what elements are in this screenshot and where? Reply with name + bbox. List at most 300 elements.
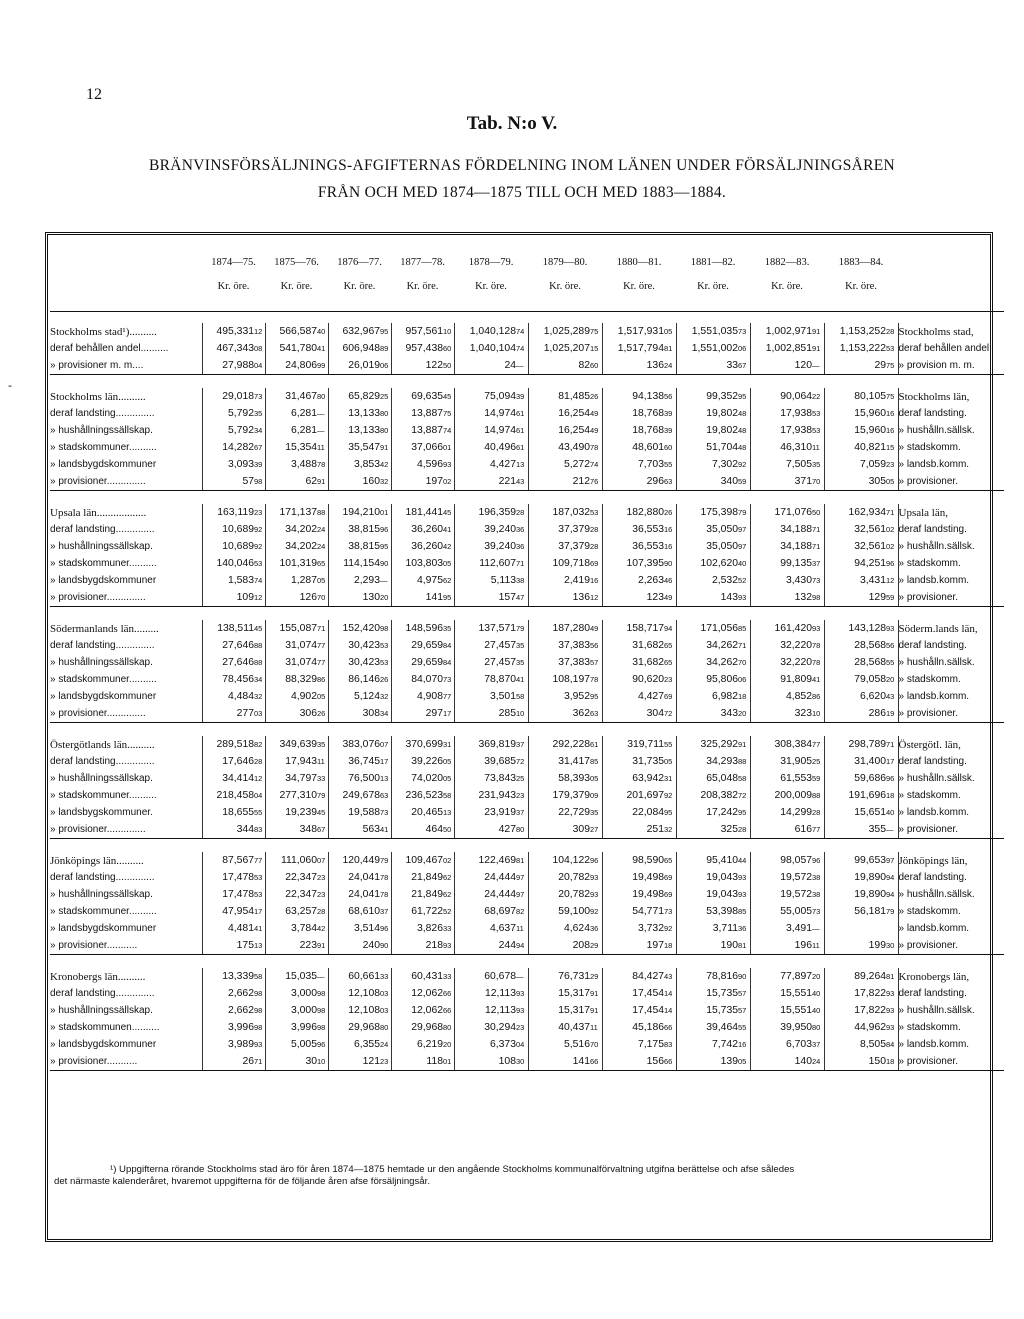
ore-cell: 18 [886, 1053, 898, 1071]
kronor-cell: 34,414 [202, 770, 254, 787]
kronor-cell: 7,175 [602, 1036, 664, 1053]
ore-cell: 49 [590, 624, 599, 633]
kronor-cell: 17,478 [202, 886, 254, 903]
ore-cell: 71 [516, 559, 525, 568]
ore-cell: 61 [516, 443, 525, 452]
ore-cell: 23 [317, 873, 326, 882]
ore-cell: 18 [664, 937, 676, 955]
kronor-cell: 179,379 [528, 787, 590, 804]
kronor-cell: 152,420 [328, 620, 380, 637]
kronor-cell: 28,568 [824, 654, 886, 671]
ore-cell: 41 [317, 344, 326, 353]
ore-cell: 95 [443, 589, 454, 607]
row-label-right: deraf landsting. [898, 637, 1004, 654]
kronor-cell: 15,317 [528, 985, 590, 1002]
ore-cell: 20 [443, 1040, 452, 1049]
ore-cell: 32 [254, 692, 263, 701]
kronor-cell: 19,572 [750, 869, 812, 886]
kronor-cell: 28,568 [824, 637, 886, 654]
ore-cell: 93 [590, 890, 599, 899]
kronor-cell: 140 [750, 1053, 812, 1071]
ore-cell: 83 [254, 821, 265, 839]
kronor-cell: 65,048 [676, 770, 738, 787]
ore-cell: 31 [664, 774, 673, 783]
row-label: » stadskommuner.......... [50, 442, 157, 453]
kronor-cell: 22,347 [265, 886, 317, 903]
kronor-cell: 3,996 [202, 1019, 254, 1036]
table-row [50, 340, 1004, 357]
kronor-cell: 19,498 [602, 886, 664, 903]
kronor-cell: 31,467 [265, 388, 317, 405]
table-row [50, 852, 1004, 869]
ore-cell: 38 [516, 576, 525, 585]
ore-cell: 69 [664, 873, 673, 882]
table-row [50, 937, 1004, 955]
row-label-right: deraf behållen andel. [898, 340, 1004, 357]
kronor-cell: 143 [676, 589, 738, 607]
kronor-cell: 6,703 [750, 1036, 812, 1053]
ore-cell: 43 [886, 692, 895, 701]
kronor-cell: 34,202 [265, 538, 317, 555]
ore-cell: 33 [443, 924, 452, 933]
ore-cell: 57 [738, 1006, 747, 1015]
ore-cell: 62 [443, 576, 452, 585]
table-row [50, 753, 1004, 770]
table-row [50, 1036, 1004, 1053]
ore-cell: 98 [317, 1006, 326, 1015]
margin-mark: - [8, 378, 12, 392]
row-label: Kronobergs län.......... [50, 970, 146, 983]
kronor-cell: 616 [750, 821, 812, 839]
ore-cell: 10 [317, 1053, 328, 1071]
kronor-cell: 150 [824, 1053, 886, 1071]
unit-header-row [50, 281, 1004, 309]
kronor-cell: 4,902 [265, 688, 317, 705]
kronor-cell: 34,188 [750, 538, 812, 555]
row-label-right: deraf landsting. [898, 753, 1004, 770]
kronor-cell: 162,934 [824, 504, 886, 521]
ore-cell: 96 [380, 525, 389, 534]
kronor-cell: 187,280 [528, 620, 590, 637]
table-row [50, 555, 1004, 572]
kronor-cell: 107,395 [602, 555, 664, 572]
kronor-cell: 19,588 [328, 804, 380, 821]
ore-cell: 94 [516, 937, 528, 955]
ore-cell: 39 [664, 426, 673, 435]
ore-cell: 13 [516, 460, 525, 469]
ore-cell: 66 [664, 1023, 673, 1032]
kronor-cell: 60,431 [391, 968, 443, 985]
kronor-cell: 2,293 [328, 572, 380, 589]
row-label: Stockholms stad¹).......... [50, 325, 157, 338]
ore-cell: 16 [664, 525, 673, 534]
ore-cell: 29 [590, 972, 599, 981]
ore-cell: 59 [886, 589, 898, 607]
ore-cell: 92 [254, 542, 263, 551]
kronor-cell: 15,317 [528, 1002, 590, 1019]
row-label-right: deraf landsting. [898, 405, 1004, 422]
ore-cell: 40 [812, 1006, 821, 1015]
kronor-cell: 427 [454, 821, 516, 839]
kronor-cell: 340 [676, 473, 738, 491]
ore-cell: 62 [443, 873, 452, 882]
ore-cell: 91 [317, 473, 328, 491]
ore-cell: 59 [812, 774, 821, 783]
kronor-cell: 5,516 [528, 1036, 590, 1053]
ore-cell: 58 [443, 791, 452, 800]
kronor-cell: 208,382 [676, 787, 738, 804]
ore-cell: 95 [380, 327, 389, 336]
row-label-right: » hushålln.sällsk. [898, 1002, 1004, 1019]
ore-cell: 79 [886, 907, 895, 916]
ore-cell: 23 [380, 1053, 391, 1071]
ore-cell: 74 [516, 344, 525, 353]
ore-cell: 63 [664, 473, 676, 491]
kronor-cell: 309 [528, 821, 590, 839]
kronor-cell: 89,264 [824, 968, 886, 985]
ore-cell: 82 [516, 907, 525, 916]
kronor-cell: 121 [328, 1053, 380, 1071]
ore-cell: 58 [254, 972, 263, 981]
kronor-cell: 6,620 [824, 688, 886, 705]
ore-cell: 95 [738, 392, 747, 401]
kronor-cell: 957,438 [391, 340, 443, 357]
ore-cell: 73 [380, 808, 389, 817]
row-label: » hushållningssällskap. [50, 1005, 153, 1016]
kronor-cell: 464 [391, 821, 443, 839]
kronor-cell: 32,220 [750, 637, 812, 654]
row-label-right: » provision m. m. [898, 357, 1004, 375]
kronor-cell: 1,002,971 [750, 323, 812, 340]
kronor-cell: 37,379 [528, 538, 590, 555]
year-header: 1877—78. [400, 256, 445, 268]
kronor-cell: 90,064 [750, 388, 812, 405]
ore-cell: 50 [812, 508, 821, 517]
ore-cell: 40 [738, 559, 747, 568]
ore-cell: 98 [254, 473, 265, 491]
ore-cell: 01 [443, 443, 452, 452]
ore-cell: — [886, 821, 898, 839]
row-label-right: Östergötl. län, [898, 736, 1004, 753]
row-label-right: » provisioner. [898, 473, 1004, 491]
ore-cell: 61 [516, 409, 525, 418]
ore-cell: 57 [590, 658, 599, 667]
kronor-cell: 15,651 [824, 804, 886, 821]
ore-cell: 93 [886, 1023, 895, 1032]
kronor-cell: 196 [750, 937, 812, 955]
kronor-cell: 1,517,794 [602, 340, 664, 357]
kronor-cell: 88,329 [265, 671, 317, 688]
ore-cell: 77 [317, 641, 326, 650]
kronor-cell: 98,057 [750, 852, 812, 869]
ore-cell: 45 [443, 508, 452, 517]
ore-cell: 33 [443, 972, 452, 981]
kronor-cell: 29,659 [391, 637, 443, 654]
ore-cell: 91 [590, 989, 599, 998]
kronor-cell: 1,287 [265, 572, 317, 589]
ore-cell: — [380, 576, 388, 585]
table-row [50, 654, 1004, 671]
kronor-cell: 6,355 [328, 1036, 380, 1053]
kronor-cell: 370,699 [391, 736, 443, 753]
table-row [50, 804, 1004, 821]
kronor-cell: 12,062 [391, 985, 443, 1002]
ore-cell: 93 [886, 1006, 895, 1015]
kronor-cell: 236,523 [391, 787, 443, 804]
kronor-cell: 5,792 [202, 405, 254, 422]
ore-cell: 88 [254, 658, 263, 667]
kronor-cell: 120 [750, 357, 812, 375]
ore-cell: 01 [443, 1053, 454, 1071]
table-row [50, 405, 1004, 422]
kronor-cell: 13,133 [328, 422, 380, 439]
ore-cell: 74 [254, 576, 263, 585]
kronor-cell: 1,153,252 [824, 323, 886, 340]
ore-cell: 75 [886, 357, 898, 375]
kronor-cell: 1,583 [202, 572, 254, 589]
ore-cell: 92 [664, 924, 673, 933]
kronor-cell: 190 [676, 937, 738, 955]
ore-cell: 05 [738, 1053, 750, 1071]
ore-cell: 98 [254, 1006, 263, 1015]
kronor-cell: 3,430 [750, 572, 812, 589]
kronor-cell: 355 [824, 821, 886, 839]
ore-cell: 23 [516, 791, 525, 800]
kronor-cell: 98,590 [602, 852, 664, 869]
kronor-cell: 344 [202, 821, 254, 839]
year-header: 1878—79. [468, 256, 514, 268]
ore-cell: 71 [886, 740, 895, 749]
ore-cell: 88 [254, 641, 263, 650]
kronor-cell: 40,496 [454, 439, 516, 456]
kronor-cell: 58,393 [528, 770, 590, 787]
ore-cell: 93 [738, 890, 747, 899]
kronor-cell: 19,802 [676, 422, 738, 439]
kronor-cell: 99,135 [750, 555, 812, 572]
kronor-cell: 15,551 [750, 1002, 812, 1019]
ore-cell: 24 [317, 525, 326, 534]
kronor-cell: 632,967 [328, 323, 380, 340]
ore-cell: 73 [812, 907, 821, 916]
kronor-cell [824, 920, 886, 937]
row-label: deraf landsting.............. [50, 756, 155, 767]
kronor-cell: 495,331 [202, 323, 254, 340]
kronor-cell: 108 [454, 1053, 516, 1071]
kronor-cell: 3,491 [750, 920, 812, 937]
kronor-cell: 112,607 [454, 555, 516, 572]
kronor-cell: 541,780 [265, 340, 317, 357]
ore-cell: 48 [738, 409, 747, 418]
row-label: » provisioner........... [50, 937, 202, 955]
kronor-cell: 6,373 [454, 1036, 516, 1053]
kronor-cell: 78,456 [202, 671, 254, 688]
row-label-right: » provisioner. [898, 1053, 1004, 1071]
table-row [50, 688, 1004, 705]
kronor-cell: 24,444 [454, 869, 516, 886]
ore-cell: 65 [664, 658, 673, 667]
kronor-cell: 36,260 [391, 521, 443, 538]
row-label: » hushållningssällskap. [50, 425, 153, 436]
kronor-cell: 35,050 [676, 538, 738, 555]
footnote-line: ¹) Uppgifterna rörande Stockholms stad äro för åren 1874—1875 hemtade ur den angående Stockholms kommunalförvaltning utgifna berättelse och afse således [110, 1164, 795, 1175]
kronor-cell: 84,070 [391, 671, 443, 688]
table-row [50, 323, 1004, 340]
kronor-cell: 17,938 [750, 422, 812, 439]
ore-cell: — [812, 357, 824, 375]
kronor-cell: 197 [602, 937, 664, 955]
ore-cell: 37 [812, 559, 821, 568]
ore-cell: 06 [738, 675, 747, 684]
row-label-right: » provisioner. [898, 705, 1004, 723]
kronor-cell: 132 [750, 589, 812, 607]
kronor-cell: 1,040,104 [454, 340, 516, 357]
kronor-cell: 298,789 [824, 736, 886, 753]
kronor-cell: 2,532 [676, 572, 738, 589]
row-label-right: » stadskomm. [898, 903, 1004, 920]
kronor-cell: 3,853 [328, 456, 380, 473]
ore-cell: 23 [886, 460, 895, 469]
table-row [50, 886, 1004, 903]
ore-cell: 35 [317, 740, 326, 749]
ore-cell: 70 [590, 1040, 599, 1049]
ore-cell: 13 [443, 808, 452, 817]
kronor-cell: 37,379 [528, 521, 590, 538]
kronor-cell: 17,242 [676, 804, 738, 821]
ore-cell: 67 [738, 357, 750, 375]
kronor-cell: 3,501 [454, 688, 516, 705]
ore-cell: 88 [317, 508, 326, 517]
ore-cell: 85 [738, 907, 747, 916]
ore-cell: 35 [516, 658, 525, 667]
kronor-cell: 75,094 [454, 388, 516, 405]
ore-cell: 03 [254, 705, 265, 723]
kronor-cell: 22,347 [265, 869, 317, 886]
kronor-cell: 163,119 [202, 504, 254, 521]
kronor-cell: 69,635 [391, 388, 443, 405]
ore-cell: 98 [317, 1023, 326, 1032]
ore-cell: 72 [664, 705, 676, 723]
ore-cell: 53 [812, 409, 821, 418]
kronor-cell: 18,655 [202, 804, 254, 821]
kronor-cell: 79,058 [824, 671, 886, 688]
ore-cell: 26 [664, 508, 673, 517]
table-row [50, 637, 1004, 654]
kronor-cell: 61,722 [391, 903, 443, 920]
kronor-cell: 1,153,222 [824, 340, 886, 357]
row-label: » provisioner.............. [50, 705, 202, 723]
kronor-cell: 15,735 [676, 985, 738, 1002]
ore-cell: 83 [664, 1040, 673, 1049]
kronor-cell: 21,849 [391, 886, 443, 903]
ore-cell: 35 [443, 624, 452, 633]
kronor-cell: 31,905 [750, 753, 812, 770]
row-label: deraf landsting.............. [50, 872, 155, 883]
table-row [50, 439, 1004, 456]
kronor-cell: 23,919 [454, 804, 516, 821]
kronor-cell: 30,423 [328, 654, 380, 671]
kronor-cell: 73,843 [454, 770, 516, 787]
ore-cell: 72 [738, 791, 747, 800]
kronor-cell: 5,124 [328, 688, 380, 705]
ore-cell: 24 [380, 1040, 389, 1049]
kronor-cell: 63,257 [265, 903, 317, 920]
ore-cell: 18 [738, 692, 747, 701]
year-header: 1882—83. [764, 256, 810, 268]
kronor-cell: 308 [328, 705, 380, 723]
row-label: » landsbygdskommuner [50, 923, 157, 934]
row-label-right: » stadskomm. [898, 671, 1004, 688]
ore-cell: 05 [443, 774, 452, 783]
table-row [50, 538, 1004, 555]
ore-cell: 18 [886, 791, 895, 800]
ore-cell: 53 [812, 426, 821, 435]
kronor-cell: 109,718 [528, 555, 590, 572]
kronor-cell: 36,553 [602, 538, 664, 555]
kronor-cell: 15,735 [676, 1002, 738, 1019]
kronor-cell: 13,339 [202, 968, 254, 985]
kronor-cell: 24,041 [328, 886, 380, 903]
kronor-cell: 74,020 [391, 770, 443, 787]
ore-cell: 58 [516, 692, 525, 701]
kronor-cell: 24,041 [328, 869, 380, 886]
ore-cell: 11 [317, 443, 325, 452]
ore-cell: 78 [380, 873, 389, 882]
year-header: 1874—75. [211, 256, 256, 268]
kronor-cell: 200,009 [750, 787, 812, 804]
ore-cell: 75 [886, 392, 895, 401]
kronor-cell: 7,703 [602, 456, 664, 473]
ore-cell: 78 [380, 890, 389, 899]
kronor-cell: 47,954 [202, 903, 254, 920]
row-label-right: » stadskomm. [898, 1019, 1004, 1036]
ore-cell: 76 [590, 473, 602, 491]
ore-cell: 36 [738, 924, 747, 933]
ore-cell: 85 [738, 624, 747, 633]
kronor-cell: 15,354 [265, 439, 317, 456]
row-label: » provisioner.............. [50, 821, 202, 839]
ore-cell: 93 [738, 873, 747, 882]
row-label-right: Jönköpings län, [898, 852, 1004, 869]
kronor-cell: 3,093 [202, 456, 254, 473]
ore-cell: 61 [516, 426, 525, 435]
kronor-cell: 1,040,128 [454, 323, 516, 340]
kronor-cell: 27,646 [202, 654, 254, 671]
ore-cell: 91 [590, 1006, 599, 1015]
kronor-cell: 26 [202, 1053, 254, 1071]
ore-cell: 28 [254, 757, 263, 766]
ore-cell: 45 [443, 392, 452, 401]
kronor-cell: 158,717 [602, 620, 664, 637]
kronor-cell: 139 [676, 1053, 738, 1071]
kronor-cell: 231,943 [454, 787, 516, 804]
row-label: » hushållningssällskap. [50, 657, 153, 668]
kronor-cell: 86,146 [328, 671, 380, 688]
ore-cell: 74 [590, 460, 599, 469]
ore-cell: 81 [516, 856, 525, 865]
table-row [50, 456, 1004, 473]
ore-cell: 10 [516, 705, 528, 723]
kronor-cell: 12,062 [391, 1002, 443, 1019]
kronor-cell: 54,771 [602, 903, 664, 920]
ore-cell: 96 [886, 774, 895, 783]
kronor-cell: 197 [391, 473, 443, 491]
kronor-cell: 4,624 [528, 920, 590, 937]
row-label-right: » landsb.komm. [898, 1036, 1004, 1053]
ore-cell: 98 [254, 1023, 263, 1032]
ore-cell: 25 [516, 774, 525, 783]
ore-cell: 20 [812, 972, 821, 981]
ore-cell: 23 [254, 508, 263, 517]
